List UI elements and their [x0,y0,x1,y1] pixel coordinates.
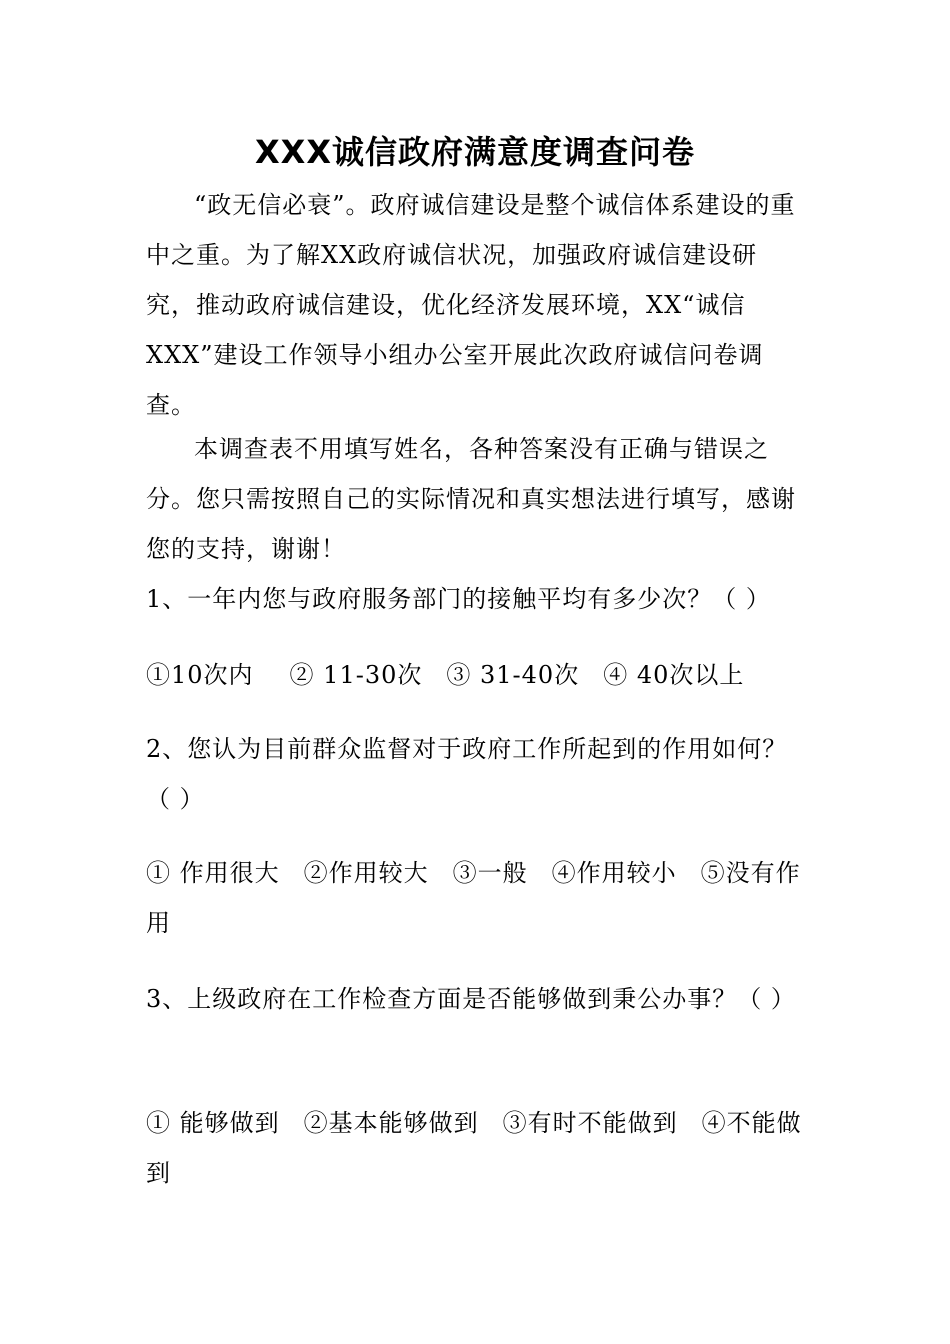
question-2-option-5[interactable]: ⑤没有作用 [146,859,801,937]
question-2-option-4[interactable]: ④作用较小 [551,859,677,887]
question-3-option-2[interactable]: ②基本能够做到 [303,1109,479,1137]
question-3-options [146,1098,806,1198]
question-3-option-1[interactable]: ① 能够做到 [146,1109,280,1137]
question-2-options [146,848,806,948]
document-title: XXX诚信政府满意度调查问卷 [254,133,696,171]
question-2-option-1[interactable]: ① 作用很大 [146,859,280,887]
question-1-option-1[interactable]: ①10次内 [146,661,254,689]
question-3-option-4[interactable]: ④不能做到 [146,1109,802,1187]
question-2-text: 2、您认为目前群众监督对于政府工作所起到的作用如何？（ ） [146,735,788,813]
question-1-option-2[interactable]: ② 11-30次 [289,661,423,689]
question-1-text: 1、一年内您与政府服务部门的接触平均有多少次？（ ） [146,585,771,613]
question-1-option-3[interactable]: ③ 31-40次 [446,661,580,689]
question-2-option-2[interactable]: ②作用较大 [303,859,429,887]
question-2-option-3[interactable]: ③一般 [452,859,528,887]
intro-paragraph-1: “政无信必衰”。政府诚信建设是整个诚信体系建设的重中之重。为了解XX政府诚信状况，加强政府诚信建设研究，推动政府诚信建设，优化经济发展环境，XX“诚信XXX”建设工作领导小组办公室开展此次政府诚信问卷调查。 [146,191,796,419]
intro-paragraph-2: 本调查表不用填写姓名，各种答案没有正确与错误之分。您只需按照自己的实际情况和真实想法进行填写，感谢您的支持，谢谢！ [146,435,796,563]
question-1-option-4[interactable]: ④ 40次以上 [603,661,745,689]
question-3-text: 3、上级政府在工作检查方面是否能够做到秉公办事？（ ） [146,985,796,1013]
question-3-option-3[interactable]: ③有时不能做到 [502,1109,678,1137]
question-1-options [146,650,806,700]
